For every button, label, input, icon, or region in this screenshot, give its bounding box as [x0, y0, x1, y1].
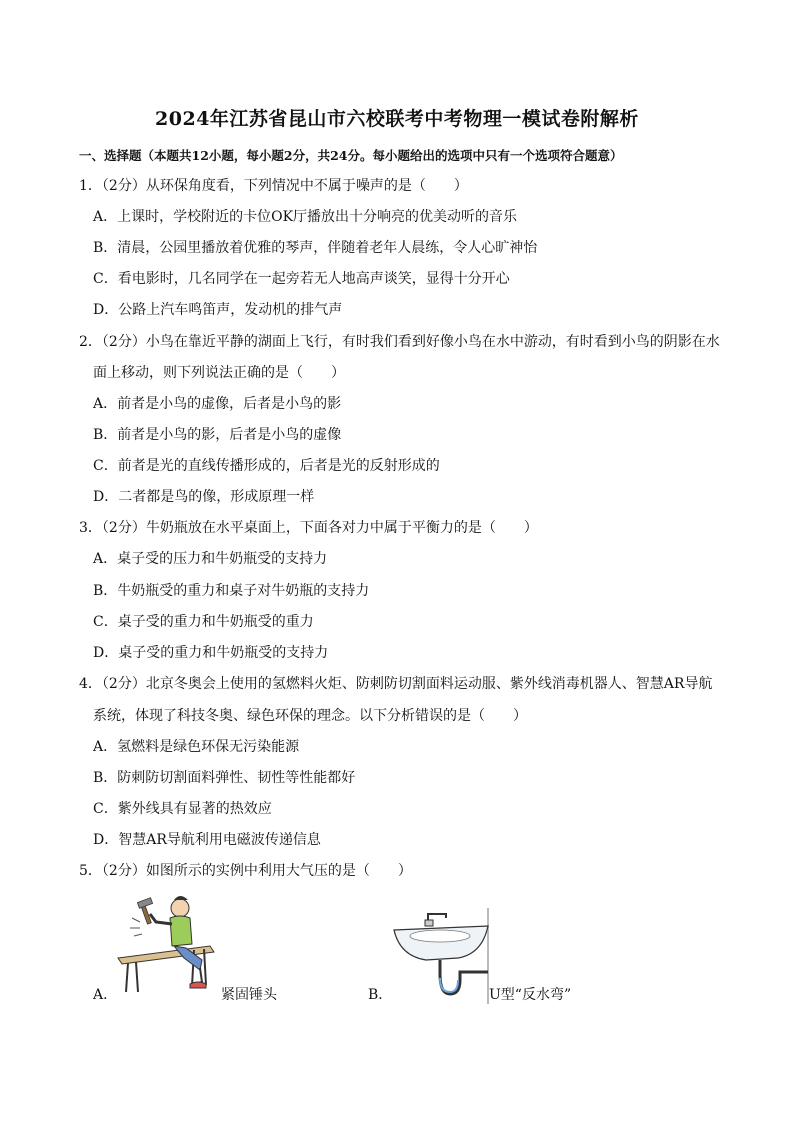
question-2-stem: 2．（2分）小鸟在靠近平静的湖面上飞行，有时我们看到好像小鸟在水中游动，有时看到小鸟的阴影在水 [79, 334, 720, 350]
question-4-option-a[interactable]: A．氢燃料是绿色环保无污染能源 [93, 739, 300, 755]
question-3-option-a[interactable]: A．桌子受的压力和牛奶瓶受的支持力 [93, 551, 328, 567]
figure-b-sink-illustration [392, 908, 492, 1004]
figure-a-caption: 紧固锤头 [221, 987, 277, 1003]
question-1-option-b[interactable]: B．清晨，公园里播放着优雅的琴声，伴随着老年人晨练，令人心旷神怡 [93, 240, 538, 256]
question-3-option-b[interactable]: B．牛奶瓶受的重力和桌子对牛奶瓶的支持力 [93, 583, 370, 599]
figure-b-caption: U型“反水弯” [489, 987, 572, 1003]
figure-a-letter[interactable]: A． [93, 987, 118, 1003]
section-heading: 一、选择题（本题共12小题，每小题2分，共24分。每小题给出的选项中只有一个选项符合题意） [79, 148, 623, 163]
question-1-stem: 1．（2分）从环保角度看，下列情况中不属于噪声的是（ ） [79, 178, 468, 194]
question-2-stem-cont: 面上移动，则下列说法正确的是（ ） [93, 365, 345, 381]
question-5-stem: 5．（2分）如图所示的实例中利用大气压的是（ ） [79, 863, 412, 879]
figure-a-hammer-illustration [114, 888, 226, 994]
question-2-option-a[interactable]: A．前者是小鸟的虚像，后者是小鸟的影 [93, 396, 342, 412]
question-1-option-c[interactable]: C．看电影时，几名同学在一起旁若无人地高声谈笑，显得十分开心 [93, 271, 510, 287]
question-4-stem: 4．（2分）北京冬奥会上使用的氢燃料火炬、防刺防切割面料运动服、紫外线消毒机器人、智慧AR导航 [79, 676, 713, 692]
question-2-option-c[interactable]: C．前者是光的直线传播形成的，后者是光的反射形成的 [93, 458, 440, 474]
question-3-option-c[interactable]: C．桌子受的重力和牛奶瓶受的重力 [93, 614, 314, 630]
question-4-option-d[interactable]: D．智慧AR导航利用电磁波传递信息 [93, 832, 321, 848]
question-4-option-c[interactable]: C．紫外线具有显著的热效应 [93, 801, 272, 817]
question-1-option-d[interactable]: D．公路上汽车鸣笛声，发动机的排气声 [93, 302, 343, 318]
question-1-option-a[interactable]: A．上课时，学校附近的卡位OK厅播放出十分响亮的优美动听的音乐 [93, 209, 518, 225]
question-3-option-d[interactable]: D．桌子受的重力和牛奶瓶受的支持力 [93, 645, 329, 661]
page-title: 2024年江苏省昆山市六校联考中考物理一模试卷附解析 [155, 108, 639, 130]
question-2-option-b[interactable]: B．前者是小鸟的影，后者是小鸟的虚像 [93, 427, 342, 443]
figure-b-letter[interactable]: B． [368, 987, 393, 1003]
question-3-stem: 3．（2分）牛奶瓶放在水平桌面上，下面各对力中属于平衡力的是（ ） [79, 520, 538, 536]
question-2-option-d[interactable]: D．二者都是鸟的像，形成原理一样 [93, 489, 315, 505]
question-4-stem-cont: 系统，体现了科技冬奥、绿色环保的理念。以下分析错误的是（ ） [93, 708, 527, 724]
question-4-option-b[interactable]: B．防刺防切割面料弹性、韧性等性能都好 [93, 770, 356, 786]
